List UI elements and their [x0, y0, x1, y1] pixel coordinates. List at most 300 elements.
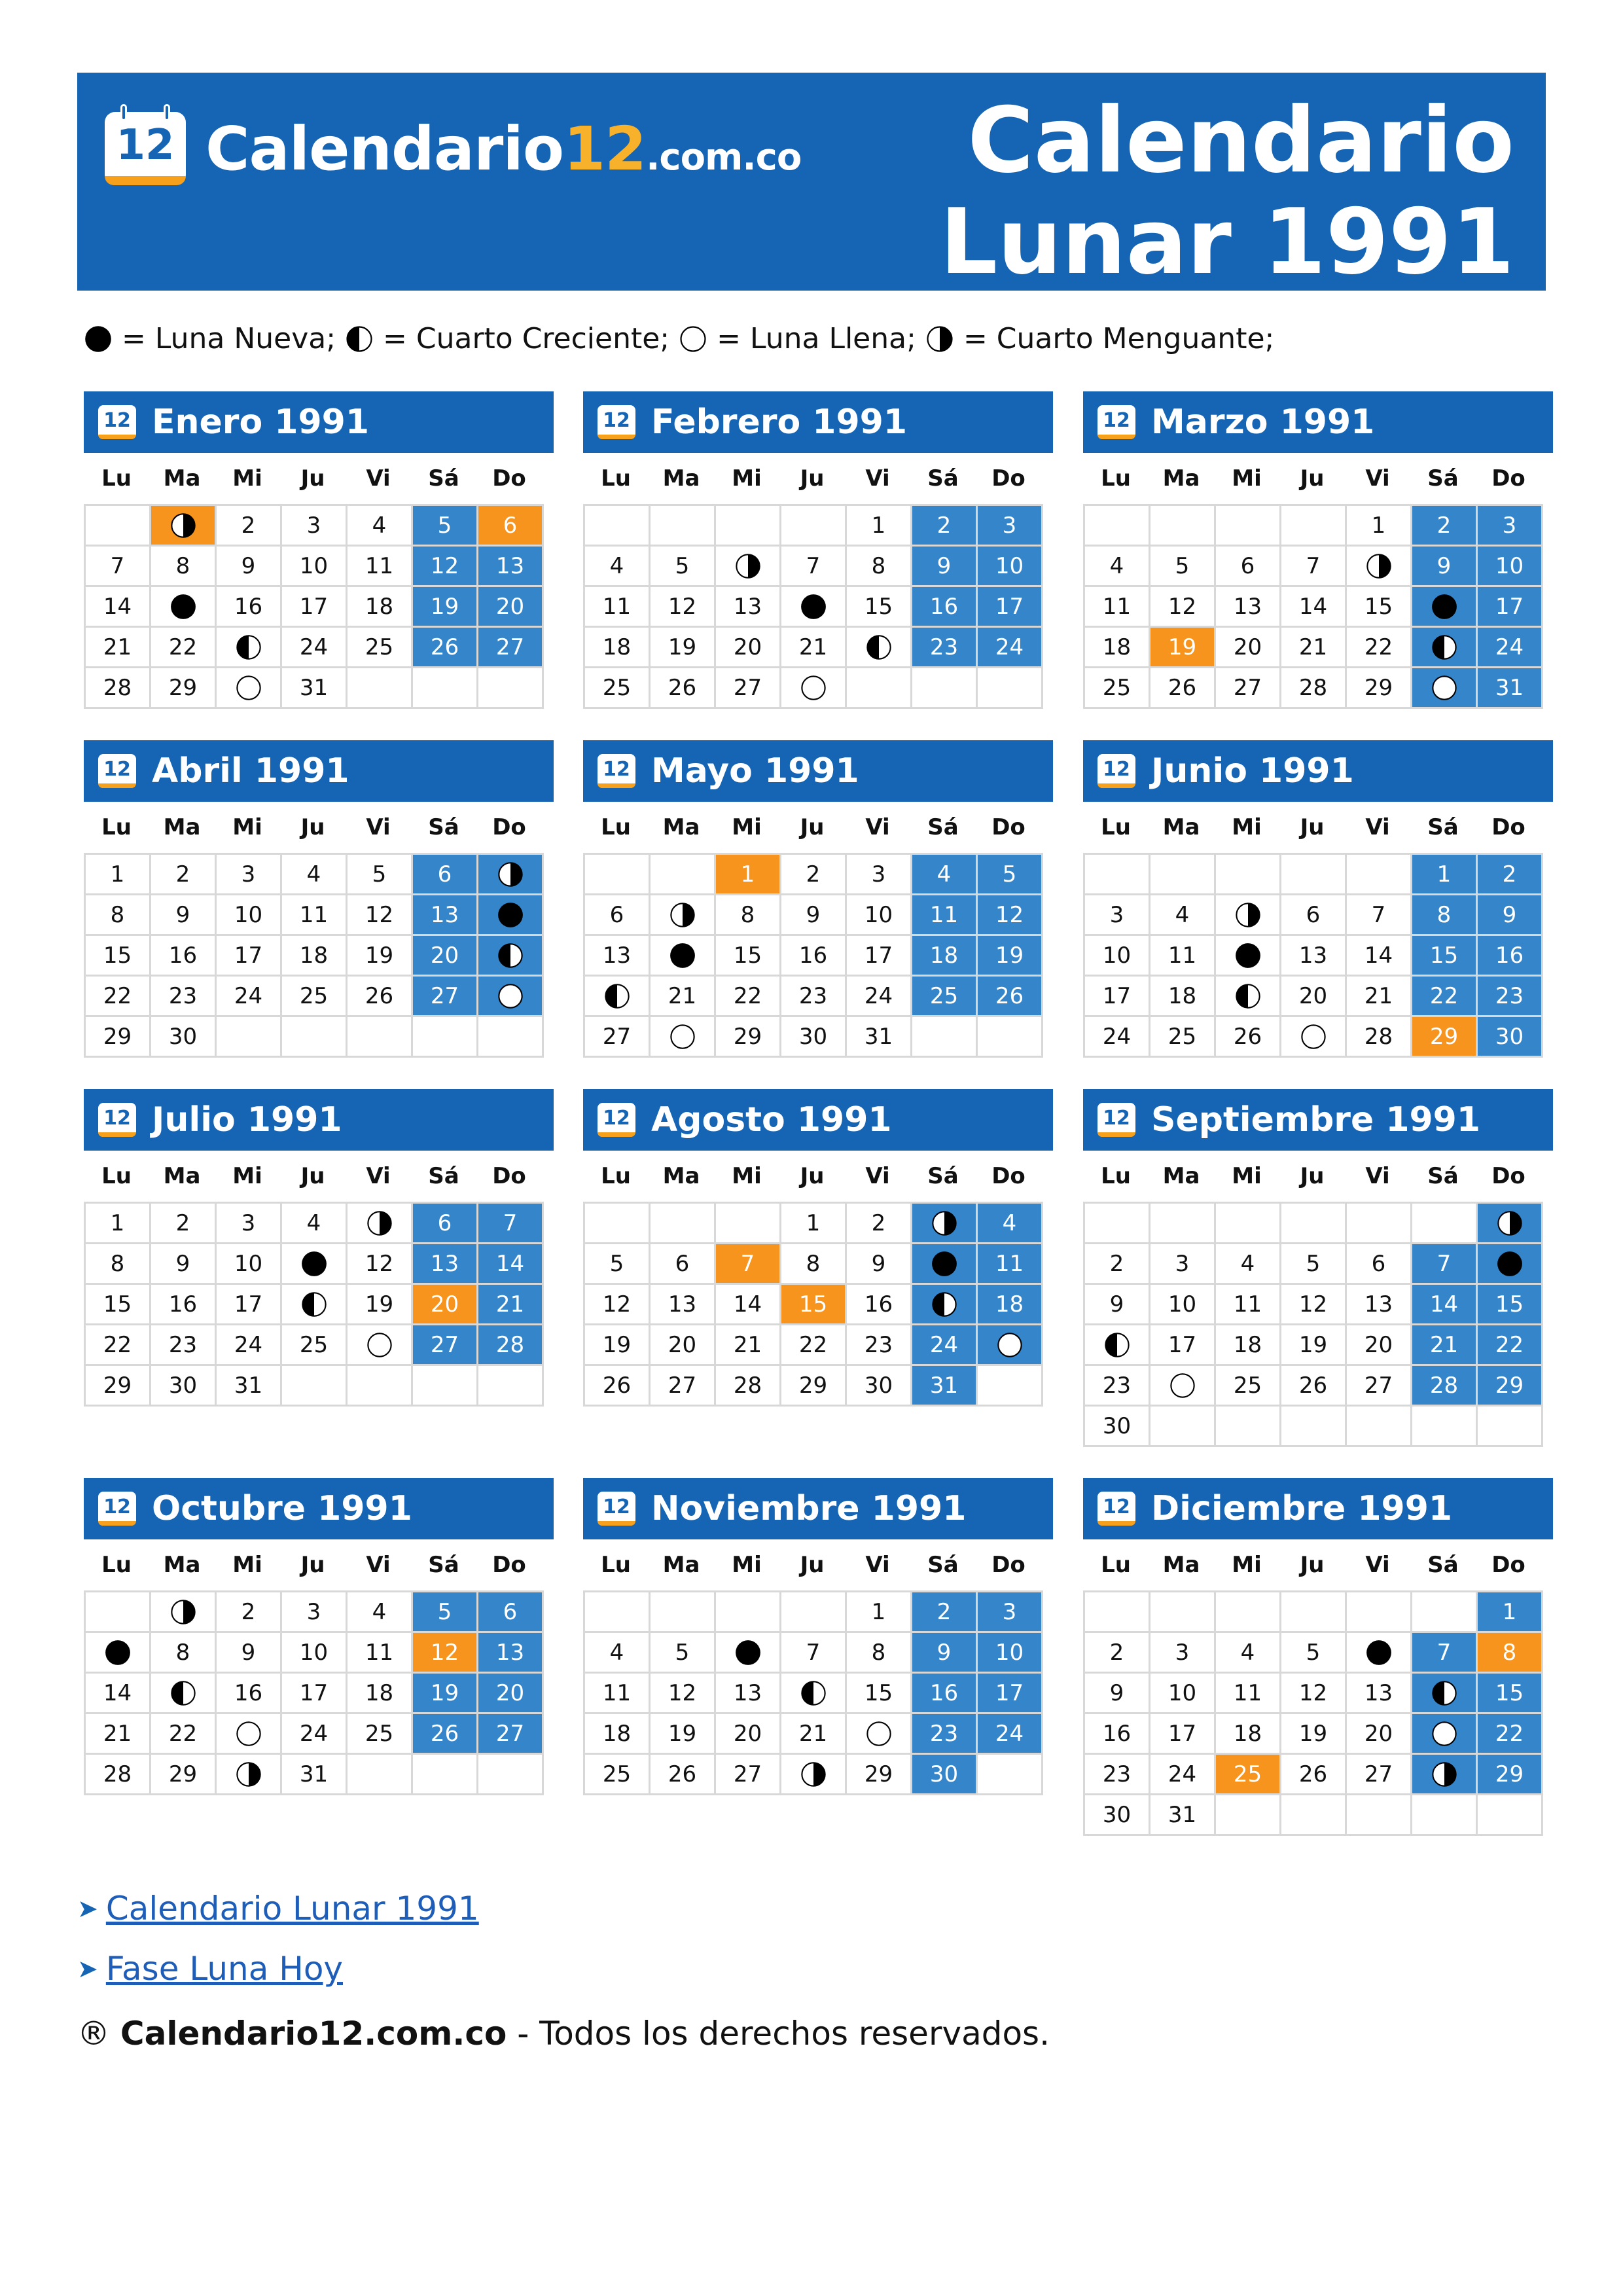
- day-cell: 29: [151, 1755, 217, 1795]
- day-cell: 9: [1085, 1674, 1150, 1714]
- empty-cell: [1412, 1204, 1478, 1244]
- day-cell: [1412, 668, 1478, 709]
- day-cell: 6: [585, 895, 651, 936]
- day-cell: 20: [1347, 1714, 1412, 1755]
- day-grid: [1083, 1590, 1543, 1836]
- first-quarter-icon: [800, 1679, 827, 1707]
- day-cell: 3: [1085, 895, 1150, 936]
- day-cell: [781, 587, 847, 628]
- month-header: [583, 391, 1053, 453]
- day-cell: 11: [348, 547, 413, 587]
- empty-cell: [1347, 855, 1412, 895]
- calendar-icon: 12: [98, 1103, 136, 1137]
- day-cell: 9: [151, 1244, 217, 1285]
- day-cell: 11: [1216, 1674, 1281, 1714]
- weekday-label: Ju: [300, 1552, 325, 1578]
- page-title: [940, 90, 1514, 293]
- day-cell: 6: [1216, 547, 1281, 587]
- full-moon-icon: [235, 674, 262, 702]
- last-quarter-icon: [169, 1598, 197, 1626]
- day-cell: 6: [1347, 1244, 1412, 1285]
- day-cell: 7: [1412, 1244, 1478, 1285]
- new-moon-icon: [1365, 1639, 1393, 1666]
- day-cell: [1478, 1244, 1543, 1285]
- empty-cell: [413, 1017, 478, 1058]
- day-cell: 31: [282, 1755, 348, 1795]
- day-cell: 3: [1478, 506, 1543, 547]
- day-cell: 2: [912, 1592, 978, 1633]
- month-calendar: [1083, 1089, 1553, 1447]
- day-cell: 22: [1412, 977, 1478, 1017]
- weekday-label: Lu: [601, 1163, 631, 1189]
- day-cell: 9: [781, 895, 847, 936]
- day-cell: 7: [781, 547, 847, 587]
- new-moon-icon: [300, 1250, 328, 1278]
- day-cell: 18: [348, 1674, 413, 1714]
- day-cell: 9: [847, 1244, 912, 1285]
- month-calendar: [583, 1089, 1053, 1407]
- day-cell: 31: [1478, 668, 1543, 709]
- empty-cell: [478, 1366, 544, 1407]
- day-cell: [282, 1285, 348, 1325]
- day-cell: 26: [651, 668, 716, 709]
- day-cell: 20: [478, 587, 544, 628]
- day-cell: [217, 1714, 282, 1755]
- empty-cell: [1281, 1795, 1347, 1836]
- month-title: Junio 1991: [1151, 751, 1354, 791]
- day-cell: 21: [86, 628, 151, 668]
- day-cell: 14: [1412, 1285, 1478, 1325]
- day-cell: 15: [781, 1285, 847, 1325]
- month-calendar: [583, 1478, 1053, 1795]
- first-quarter-icon: [1431, 1679, 1458, 1707]
- day-cell: 12: [651, 587, 716, 628]
- empty-cell: [978, 1017, 1043, 1058]
- day-cell: 17: [1150, 1325, 1216, 1366]
- day-cell: 6: [478, 1592, 544, 1633]
- link-item: [77, 1939, 479, 1999]
- day-cell: 11: [282, 895, 348, 936]
- day-cell: 25: [348, 628, 413, 668]
- day-cell: 3: [282, 506, 348, 547]
- empty-cell: [282, 1017, 348, 1058]
- day-cell: 27: [716, 668, 781, 709]
- day-cell: [1478, 1204, 1543, 1244]
- day-cell: 7: [1412, 1633, 1478, 1674]
- weekday-label: Do: [492, 1552, 526, 1578]
- day-cell: 13: [651, 1285, 716, 1325]
- day-cell: 19: [1281, 1325, 1347, 1366]
- legend-label: = Cuarto Creciente;: [383, 322, 670, 355]
- weekday-label: Ma: [662, 1163, 700, 1189]
- last-quarter-icon: [925, 325, 954, 353]
- day-cell: 31: [912, 1366, 978, 1407]
- weekday-label: Mi: [232, 465, 262, 492]
- weekday-label: Sá: [1427, 1163, 1459, 1189]
- day-cell: 9: [1478, 895, 1543, 936]
- month-header: [583, 1089, 1053, 1151]
- logo-text: Calendario12.com.co: [205, 113, 802, 184]
- day-cell: 1: [1347, 506, 1412, 547]
- empty-cell: [651, 506, 716, 547]
- day-cell: 10: [1150, 1285, 1216, 1325]
- day-cell: 13: [1347, 1674, 1412, 1714]
- day-cell: 11: [1085, 587, 1150, 628]
- day-cell: 11: [348, 1633, 413, 1674]
- day-grid: [583, 1202, 1043, 1407]
- day-cell: 21: [781, 628, 847, 668]
- full-moon-icon: [996, 1331, 1024, 1359]
- day-cell: 14: [478, 1244, 544, 1285]
- first-quarter-icon: [345, 325, 374, 353]
- day-cell: 24: [978, 628, 1043, 668]
- month-header: [583, 740, 1053, 802]
- day-cell: 15: [847, 587, 912, 628]
- weekday-label: Vi: [366, 814, 391, 840]
- weekday-label: Ma: [1162, 1552, 1200, 1578]
- first-quarter-icon: [1431, 634, 1458, 661]
- day-cell: 10: [978, 1633, 1043, 1674]
- day-cell: 13: [1347, 1285, 1412, 1325]
- day-cell: 14: [1281, 587, 1347, 628]
- day-cell: 8: [86, 895, 151, 936]
- empty-cell: [1216, 1795, 1281, 1836]
- day-cell: [1412, 1714, 1478, 1755]
- day-cell: 8: [847, 1633, 912, 1674]
- weekday-label: Mi: [1232, 1552, 1262, 1578]
- day-cell: 20: [478, 1674, 544, 1714]
- day-cell: 20: [716, 1714, 781, 1755]
- day-cell: [912, 1285, 978, 1325]
- empty-cell: [348, 668, 413, 709]
- full-moon-icon: [497, 982, 524, 1010]
- calendar-icon: 12: [98, 1492, 136, 1526]
- new-moon-icon: [1234, 942, 1262, 969]
- day-cell: 16: [217, 587, 282, 628]
- day-cell: 27: [1347, 1366, 1412, 1407]
- day-cell: 4: [282, 855, 348, 895]
- weekday-label: Ma: [662, 814, 700, 840]
- month-header: [583, 1478, 1053, 1539]
- weekday-label: Do: [991, 465, 1026, 492]
- month-title: Septiembre 1991: [1151, 1100, 1481, 1139]
- day-cell: 21: [1412, 1325, 1478, 1366]
- weekday-label: Sá: [428, 1552, 459, 1578]
- day-cell: 20: [716, 628, 781, 668]
- day-cell: [217, 1755, 282, 1795]
- weekday-label: Lu: [1101, 814, 1131, 840]
- day-cell: 11: [1216, 1285, 1281, 1325]
- fase-luna-hoy-link[interactable]: Fase Luna Hoy: [105, 1950, 344, 1988]
- empty-cell: [585, 1592, 651, 1633]
- month-calendar: [84, 1478, 554, 1795]
- day-cell: [781, 668, 847, 709]
- day-cell: 27: [413, 977, 478, 1017]
- weekday-label: Mi: [732, 465, 762, 492]
- day-cell: 22: [86, 1325, 151, 1366]
- full-moon-icon: [669, 1023, 696, 1050]
- empty-cell: [1150, 1407, 1216, 1447]
- weekday-header: [84, 802, 554, 853]
- day-grid: [1083, 1202, 1543, 1447]
- day-cell: 27: [1347, 1755, 1412, 1795]
- day-cell: 1: [716, 855, 781, 895]
- day-grid: [1083, 504, 1543, 709]
- day-cell: 10: [1478, 547, 1543, 587]
- new-moon-icon: [931, 1250, 958, 1278]
- footer-text: - Todos los derechos reservados.: [507, 2015, 1050, 2053]
- registered-icon: ®: [77, 2015, 110, 2053]
- day-cell: 24: [217, 977, 282, 1017]
- day-cell: 30: [151, 1366, 217, 1407]
- day-cell: 13: [716, 587, 781, 628]
- full-moon-icon: [1300, 1023, 1327, 1050]
- legend-label: = Luna Nueva;: [122, 322, 336, 355]
- first-quarter-icon: [169, 1679, 197, 1707]
- day-cell: 3: [217, 855, 282, 895]
- day-cell: [151, 587, 217, 628]
- legend-item: [345, 322, 669, 355]
- day-cell: 24: [282, 628, 348, 668]
- new-moon-icon: [84, 325, 113, 353]
- day-cell: 25: [282, 977, 348, 1017]
- empty-cell: [1478, 1795, 1543, 1836]
- day-cell: 28: [1347, 1017, 1412, 1058]
- legend-item: [925, 322, 1274, 355]
- day-cell: 18: [978, 1285, 1043, 1325]
- weekday-label: Do: [1491, 1163, 1525, 1189]
- weekday-header: [84, 1151, 554, 1202]
- day-cell: [1216, 936, 1281, 977]
- weekday-label: Sá: [428, 1163, 459, 1189]
- day-cell: [585, 977, 651, 1017]
- last-quarter-icon: [669, 901, 696, 929]
- day-cell: [478, 895, 544, 936]
- day-cell: 16: [847, 1285, 912, 1325]
- day-cell: 10: [1150, 1674, 1216, 1714]
- day-cell: 20: [1347, 1325, 1412, 1366]
- weekday-label: Sá: [1427, 814, 1459, 840]
- day-cell: 27: [413, 1325, 478, 1366]
- month-header: [84, 740, 554, 802]
- empty-cell: [1347, 1407, 1412, 1447]
- day-cell: [348, 1325, 413, 1366]
- day-cell: 12: [585, 1285, 651, 1325]
- day-grid: [583, 504, 1043, 709]
- weekday-label: Mi: [732, 1163, 762, 1189]
- day-cell: 10: [978, 547, 1043, 587]
- day-cell: [478, 855, 544, 895]
- day-cell: 22: [86, 977, 151, 1017]
- day-cell: 8: [86, 1244, 151, 1285]
- day-cell: 15: [86, 1285, 151, 1325]
- day-cell: 3: [1150, 1244, 1216, 1285]
- empty-cell: [413, 1755, 478, 1795]
- day-cell: 29: [716, 1017, 781, 1058]
- day-cell: 24: [978, 1714, 1043, 1755]
- day-cell: 15: [1412, 936, 1478, 977]
- day-cell: [978, 1325, 1043, 1366]
- day-cell: 19: [348, 1285, 413, 1325]
- day-cell: 31: [217, 1366, 282, 1407]
- day-cell: 7: [86, 547, 151, 587]
- last-quarter-icon: [734, 552, 762, 580]
- day-cell: 24: [912, 1325, 978, 1366]
- day-cell: 2: [151, 1204, 217, 1244]
- weekday-label: Ma: [163, 1163, 201, 1189]
- day-cell: 20: [413, 936, 478, 977]
- day-cell: 9: [1085, 1285, 1150, 1325]
- page-header: [77, 73, 1546, 295]
- last-quarter-icon: [1234, 901, 1262, 929]
- empty-cell: [282, 1366, 348, 1407]
- day-cell: 15: [1478, 1674, 1543, 1714]
- weekday-label: Ju: [300, 465, 325, 492]
- day-cell: 30: [912, 1755, 978, 1795]
- day-cell: 22: [151, 1714, 217, 1755]
- calendar-icon: 12: [98, 405, 136, 439]
- weekday-label: Vi: [865, 465, 890, 492]
- weekday-label: Ju: [800, 1163, 825, 1189]
- day-cell: 15: [86, 936, 151, 977]
- day-cell: 23: [151, 977, 217, 1017]
- day-cell: 28: [478, 1325, 544, 1366]
- month-title: Octubre 1991: [152, 1489, 412, 1528]
- day-cell: 9: [912, 1633, 978, 1674]
- day-cell: 1: [1412, 855, 1478, 895]
- day-cell: 25: [1150, 1017, 1216, 1058]
- calendar-logo-icon: 12: [105, 112, 186, 185]
- day-cell: 31: [847, 1017, 912, 1058]
- day-cell: 6: [413, 1204, 478, 1244]
- day-cell: 29: [151, 668, 217, 709]
- weekday-label: Ma: [1162, 1163, 1200, 1189]
- weekday-label: Mi: [732, 814, 762, 840]
- day-cell: 21: [1281, 628, 1347, 668]
- day-cell: 26: [413, 628, 478, 668]
- empty-cell: [978, 1366, 1043, 1407]
- day-cell: 28: [1281, 668, 1347, 709]
- weekday-label: Ju: [800, 465, 825, 492]
- day-cell: 14: [86, 1674, 151, 1714]
- first-quarter-icon: [931, 1291, 958, 1318]
- day-cell: 12: [978, 895, 1043, 936]
- legend-label: = Cuarto Menguante;: [963, 322, 1275, 355]
- calendar-icon: 12: [1097, 1103, 1135, 1137]
- last-quarter-icon: [1365, 552, 1393, 580]
- day-cell: 29: [847, 1755, 912, 1795]
- day-cell: 1: [86, 855, 151, 895]
- day-cell: 30: [1085, 1795, 1150, 1836]
- weekday-label: Vi: [1365, 1163, 1390, 1189]
- day-cell: 25: [585, 1755, 651, 1795]
- empty-cell: [585, 506, 651, 547]
- weekday-label: Ju: [1300, 1552, 1325, 1578]
- day-cell: [1216, 895, 1281, 936]
- empty-cell: [1412, 1592, 1478, 1633]
- empty-cell: [1216, 506, 1281, 547]
- day-cell: 26: [413, 1714, 478, 1755]
- month-calendar: [1083, 740, 1553, 1058]
- weekday-label: Sá: [1427, 1552, 1459, 1578]
- day-cell: [478, 977, 544, 1017]
- day-cell: 8: [847, 547, 912, 587]
- day-cell: [781, 1755, 847, 1795]
- day-cell: [1347, 1633, 1412, 1674]
- empty-cell: [1478, 1407, 1543, 1447]
- day-cell: 19: [413, 1674, 478, 1714]
- month-title: Noviembre 1991: [651, 1489, 967, 1528]
- day-cell: 6: [651, 1244, 716, 1285]
- empty-cell: [781, 506, 847, 547]
- day-cell: 8: [716, 895, 781, 936]
- first-quarter-icon: [1103, 1331, 1131, 1359]
- month-header: [1083, 391, 1553, 453]
- day-cell: 2: [217, 1592, 282, 1633]
- weekday-label: Mi: [1232, 1163, 1262, 1189]
- weekday-label: Sá: [428, 814, 459, 840]
- weekday-label: Do: [1491, 1552, 1525, 1578]
- weekday-header: [1083, 1539, 1553, 1590]
- day-cell: 2: [912, 506, 978, 547]
- day-cell: 17: [978, 1674, 1043, 1714]
- weekday-label: Sá: [927, 465, 959, 492]
- site-logo[interactable]: [105, 109, 801, 188]
- empty-cell: [585, 1204, 651, 1244]
- last-quarter-icon: [800, 1761, 827, 1788]
- calendar-icon: 12: [597, 754, 635, 788]
- calendario-lunar-link[interactable]: Calendario Lunar 1991: [105, 1890, 479, 1928]
- empty-cell: [912, 668, 978, 709]
- legend-label: = Luna Llena;: [717, 322, 916, 355]
- day-cell: 3: [978, 506, 1043, 547]
- weekday-label: Do: [991, 1163, 1026, 1189]
- empty-cell: [1085, 506, 1150, 547]
- day-cell: [1150, 1366, 1216, 1407]
- day-cell: 3: [217, 1204, 282, 1244]
- day-cell: 13: [413, 895, 478, 936]
- empty-cell: [1281, 1592, 1347, 1633]
- legend-item: [84, 322, 336, 355]
- day-cell: 29: [781, 1366, 847, 1407]
- day-cell: 4: [348, 1592, 413, 1633]
- empty-cell: [413, 1366, 478, 1407]
- day-cell: 29: [1412, 1017, 1478, 1058]
- month-calendar: [84, 740, 554, 1058]
- day-cell: 30: [1478, 1017, 1543, 1058]
- day-cell: [282, 1244, 348, 1285]
- first-quarter-icon: [603, 982, 631, 1010]
- last-quarter-icon: [931, 1210, 958, 1237]
- day-cell: [151, 1592, 217, 1633]
- day-cell: 4: [585, 1633, 651, 1674]
- first-quarter-icon: [235, 634, 262, 661]
- day-cell: 5: [585, 1244, 651, 1285]
- weekday-header: [1083, 453, 1553, 504]
- weekday-label: Lu: [1101, 1163, 1131, 1189]
- day-cell: 17: [282, 587, 348, 628]
- calendar-icon: 12: [98, 754, 136, 788]
- weekday-label: Do: [492, 1163, 526, 1189]
- month-header: [1083, 740, 1553, 802]
- weekday-label: Lu: [101, 465, 132, 492]
- day-cell: 20: [1216, 628, 1281, 668]
- day-cell: 28: [86, 1755, 151, 1795]
- full-moon-icon: [235, 1720, 262, 1748]
- day-cell: [651, 1017, 716, 1058]
- day-cell: 12: [1150, 587, 1216, 628]
- day-cell: 21: [1347, 977, 1412, 1017]
